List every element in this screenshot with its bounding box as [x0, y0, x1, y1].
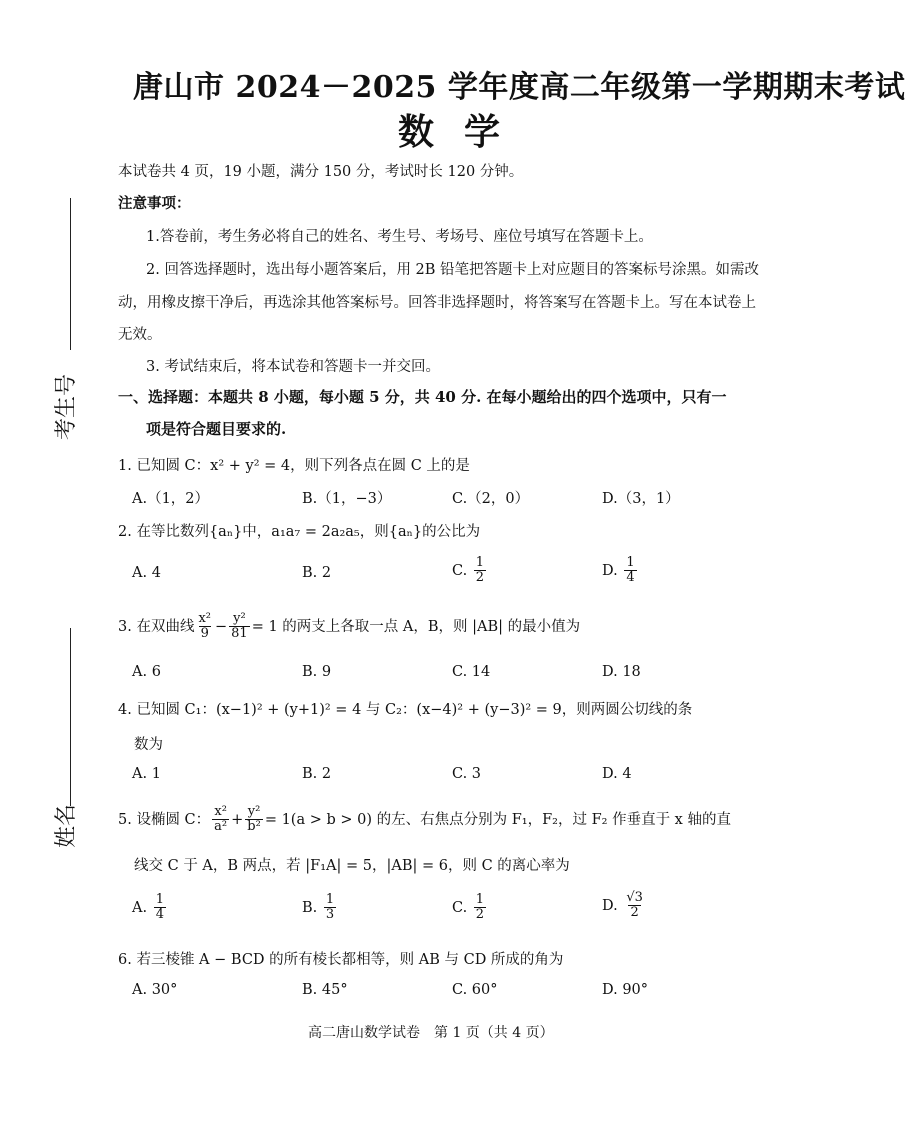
numerator: 1	[626, 555, 635, 570]
numerator: x²	[198, 611, 211, 626]
q5-stem-prefix: 5. 设椭圆 C：	[118, 811, 211, 828]
q5-option-d-label: D.	[602, 897, 618, 914]
q3-fraction-y	[229, 612, 250, 642]
q5-plus: +	[231, 811, 244, 828]
q2-option-d-fraction	[624, 556, 636, 586]
q5-option-a	[132, 893, 168, 923]
q4-option-a: A. 1	[132, 766, 161, 782]
question-6-stem: 6. 若三棱锥 A − BCD 的所有棱长都相等，则 AB 与 CD 所成的角为	[118, 952, 564, 968]
q4-option-c: C. 3	[452, 766, 482, 782]
q1-option-a: A.（1，2）	[132, 491, 210, 507]
notice-item-3: 3. 考试结束后，将本试卷和答题卡一并交回。	[146, 359, 440, 375]
name-label: 姓名	[54, 803, 79, 848]
numerator: 1	[475, 555, 485, 570]
q3-option-d: D. 18	[602, 664, 641, 680]
q5-option-a-fraction	[154, 893, 166, 923]
q3-option-b: B. 9	[302, 664, 332, 680]
section-heading-cont: 项是符合题目要求的.	[146, 420, 287, 438]
question-4-stem: 4. 已知圆 C₁：(x−1)² + (y+1)² = 4 与 C₂：(x−4)² + (y−3)² = 9，则两圆公切线的条	[118, 702, 693, 718]
q5-option-b	[302, 893, 338, 923]
numerator: x²	[214, 804, 227, 819]
question-1-stem: 1. 已知圆 C：x² + y² = 4，则下列各点在圆 C 上的是	[118, 458, 470, 474]
q1-option-d: D.（3，1）	[602, 491, 680, 507]
numerator: 1	[475, 892, 485, 907]
q3-stem-prefix: 3. 在双曲线	[118, 618, 195, 635]
q2-option-c-fraction	[474, 556, 486, 586]
notice-item-2-cont: 动，用橡皮擦干净后，再选涂其他答案标号。回答非选择题时，将答案写在答题卡上。写在本试卷上	[118, 295, 756, 311]
q6-option-c: C. 60°	[452, 982, 498, 998]
exam-number-line	[70, 198, 71, 350]
q4-option-b: B. 2	[302, 766, 332, 782]
q5-option-a-label: A.	[132, 899, 148, 916]
q5-fraction-x	[212, 805, 229, 835]
section-heading: 一、选择题：本题共 8 小题，每小题 5 分，共 40 分. 在每小题给出的四个选项中，只有一	[118, 388, 727, 406]
name-line	[70, 628, 71, 806]
question-5-stem-cont: 线交 C 于 A，B 两点，若 |F₁A| = 5，|AB| = 6，则 C 的离心率为	[134, 858, 570, 874]
q2-option-b: B. 2	[302, 565, 332, 581]
q2-option-a: A. 4	[132, 565, 161, 581]
q5-option-d-fraction	[624, 891, 645, 921]
q5-option-c	[452, 893, 488, 923]
denominator: 9	[200, 626, 209, 642]
q4-option-d: D. 4	[602, 766, 632, 782]
q5-stem-suffix: = 1(a > b > 0) 的左、右焦点分别为 F₁，F₂，过 F₂ 作垂直于 x 轴的直	[264, 811, 731, 828]
numerator: y²	[233, 611, 246, 626]
denominator: b²	[247, 819, 261, 835]
numerator: √3	[626, 890, 643, 905]
notice-heading: 注意事项：	[118, 195, 191, 212]
q3-stem-suffix: = 1 的两支上各取一点 A，B，则 |AB| 的最小值为	[251, 618, 581, 635]
notice-item-1: 1.答卷前，考生务必将自己的姓名、考生号、考场号、座位号填写在答题卡上。	[146, 229, 653, 245]
q2-option-c-label: C.	[452, 562, 468, 579]
question-2-stem: 2. 在等比数列{aₙ}中，a₁a₇ = 2a₂a₅，则{aₙ}的公比为	[118, 524, 481, 540]
exam-number-label: 考生号	[54, 373, 79, 440]
question-4-stem-cont: 数为	[134, 737, 163, 753]
q5-fraction-y	[245, 805, 263, 835]
subject-title: 数学	[398, 111, 531, 153]
denominator: 4	[626, 570, 635, 586]
q3-fraction-x	[196, 612, 213, 642]
q2-option-c	[452, 556, 488, 586]
q3-option-c: C. 14	[452, 664, 491, 680]
question-5-stem	[118, 805, 731, 835]
q6-option-b: B. 45°	[302, 982, 348, 998]
numerator: 1	[325, 892, 335, 907]
q1-option-b: B.（1，−3）	[302, 491, 392, 507]
exam-intro: 本试卷共 4 页，19 小题，满分 150 分，考试时长 120 分钟。	[118, 164, 524, 180]
q3-option-a: A. 6	[132, 664, 161, 680]
q5-option-b-fraction	[324, 893, 336, 923]
denominator: 81	[231, 626, 248, 642]
denominator: 3	[325, 907, 335, 923]
denominator: 2	[475, 570, 485, 586]
q2-option-d	[602, 556, 639, 586]
exam-title: 唐山市 2024－2025 学年度高二年级第一学期期末考试	[133, 70, 905, 105]
q5-option-c-label: C.	[452, 899, 468, 916]
q5-option-c-fraction	[474, 893, 486, 923]
numerator: y²	[247, 804, 261, 819]
denominator: 2	[475, 907, 485, 923]
q5-option-b-label: B.	[302, 899, 318, 916]
q2-option-d-label: D.	[602, 562, 618, 579]
numerator: 1	[155, 892, 164, 907]
q5-option-d	[602, 891, 647, 921]
page-footer: 高二唐山数学试卷 第 1 页（共 4 页）	[308, 1025, 554, 1041]
question-3-stem	[118, 612, 580, 642]
q1-option-c: C.（2，0）	[452, 491, 530, 507]
q3-minus: −	[215, 618, 228, 635]
q6-option-d: D. 90°	[602, 982, 649, 998]
denominator: 2	[630, 905, 639, 921]
denominator: 4	[155, 907, 164, 923]
q6-option-a: A. 30°	[132, 982, 178, 998]
notice-item-2: 2. 回答选择题时，选出每小题答案后，用 2B 铅笔把答题卡上对应题目的答案标号涂黑。如需改	[146, 262, 760, 278]
denominator: a²	[214, 819, 228, 835]
notice-item-2-end: 无效。	[118, 327, 162, 343]
